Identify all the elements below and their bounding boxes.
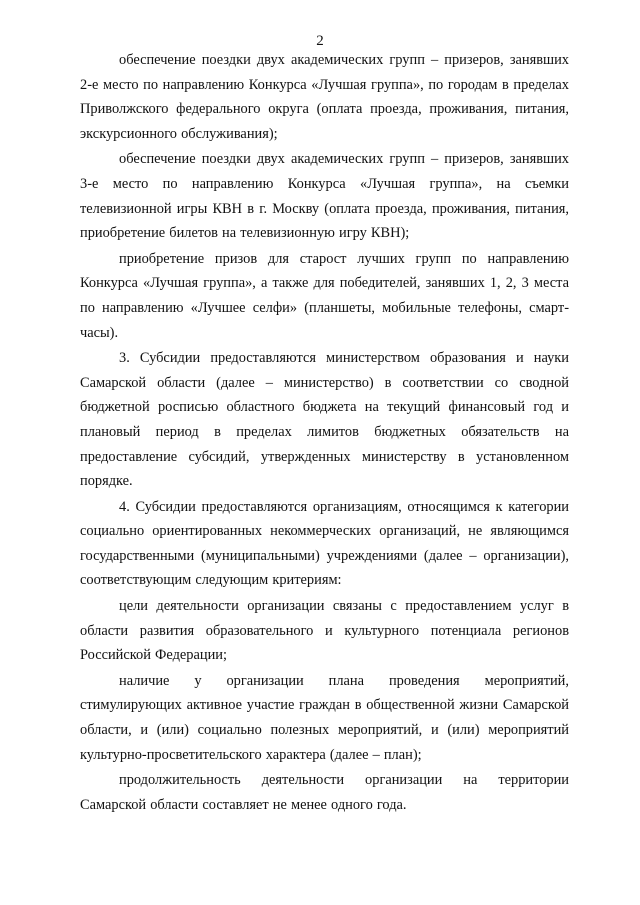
- paragraph-section-4: 4. Субсидии предоставляются организациям, относящимся к категории социально ориентированных некоммерческих организаций, не являющимся государственными (муниципальными) учреждениями (далее – организации), соответствующим следующим критериям:: [80, 498, 569, 589]
- document-body: [80, 48, 569, 817]
- paragraph-section-3: 3. Субсидии предоставляются министерством образования и науки Самарской области (далее – министерство) в соответствии со сводной бюджетной росписью областного бюджета на текущий финансовый год и плановый период в пределах лимитов бюджетных обязательств на предоставление субсидий, утвержденных министерству в установленном порядке.: [80, 350, 569, 490]
- paragraph-criterion-plan: наличие у организации плана проведения мероприятий, стимулирующих активное участие граждан в общественной жизни Самарской области, и (или) социально полезных мероприятий, и (или) мероприятий культурно-просветительского характера (далее – план);: [80, 672, 569, 763]
- paragraph-trip-third-place: обеспечение поездки двух академических групп – призеров, занявших 3-е место по направлению Конкурса «Лучшая группа», на съемки телевизионной игры КВН в г. Москву (оплата проезда, проживания, питания, приобретение билетов на телевизионную игру КВН);: [80, 151, 569, 242]
- paragraph-criterion-duration: продолжительность деятельности организации на территории Самарской области составляет не менее одного года.: [80, 772, 569, 813]
- paragraph-trip-second-place: обеспечение поездки двух академических групп – призеров, занявших 2-е место по направлению Конкурса «Лучшая группа», по городам в пределах Приволжского федерального округа (оплата проезда, проживания, питания, экскурсионного обслуживания);: [80, 52, 569, 142]
- paragraph-criterion-goals: цели деятельности организации связаны с предоставлением услуг в области развития образовательного и культурного потенциала регионов Российской Федерации;: [80, 598, 569, 664]
- paragraph-prizes: приобретение призов для старост лучших групп по направлению Конкурса «Лучшая группа», а также для победителей, занявших 1, 2, 3 места по направлению «Лучшее селфи» (планшеты, мобильные телефоны, смарт-часы).: [80, 250, 569, 341]
- page-number: 2: [316, 33, 324, 49]
